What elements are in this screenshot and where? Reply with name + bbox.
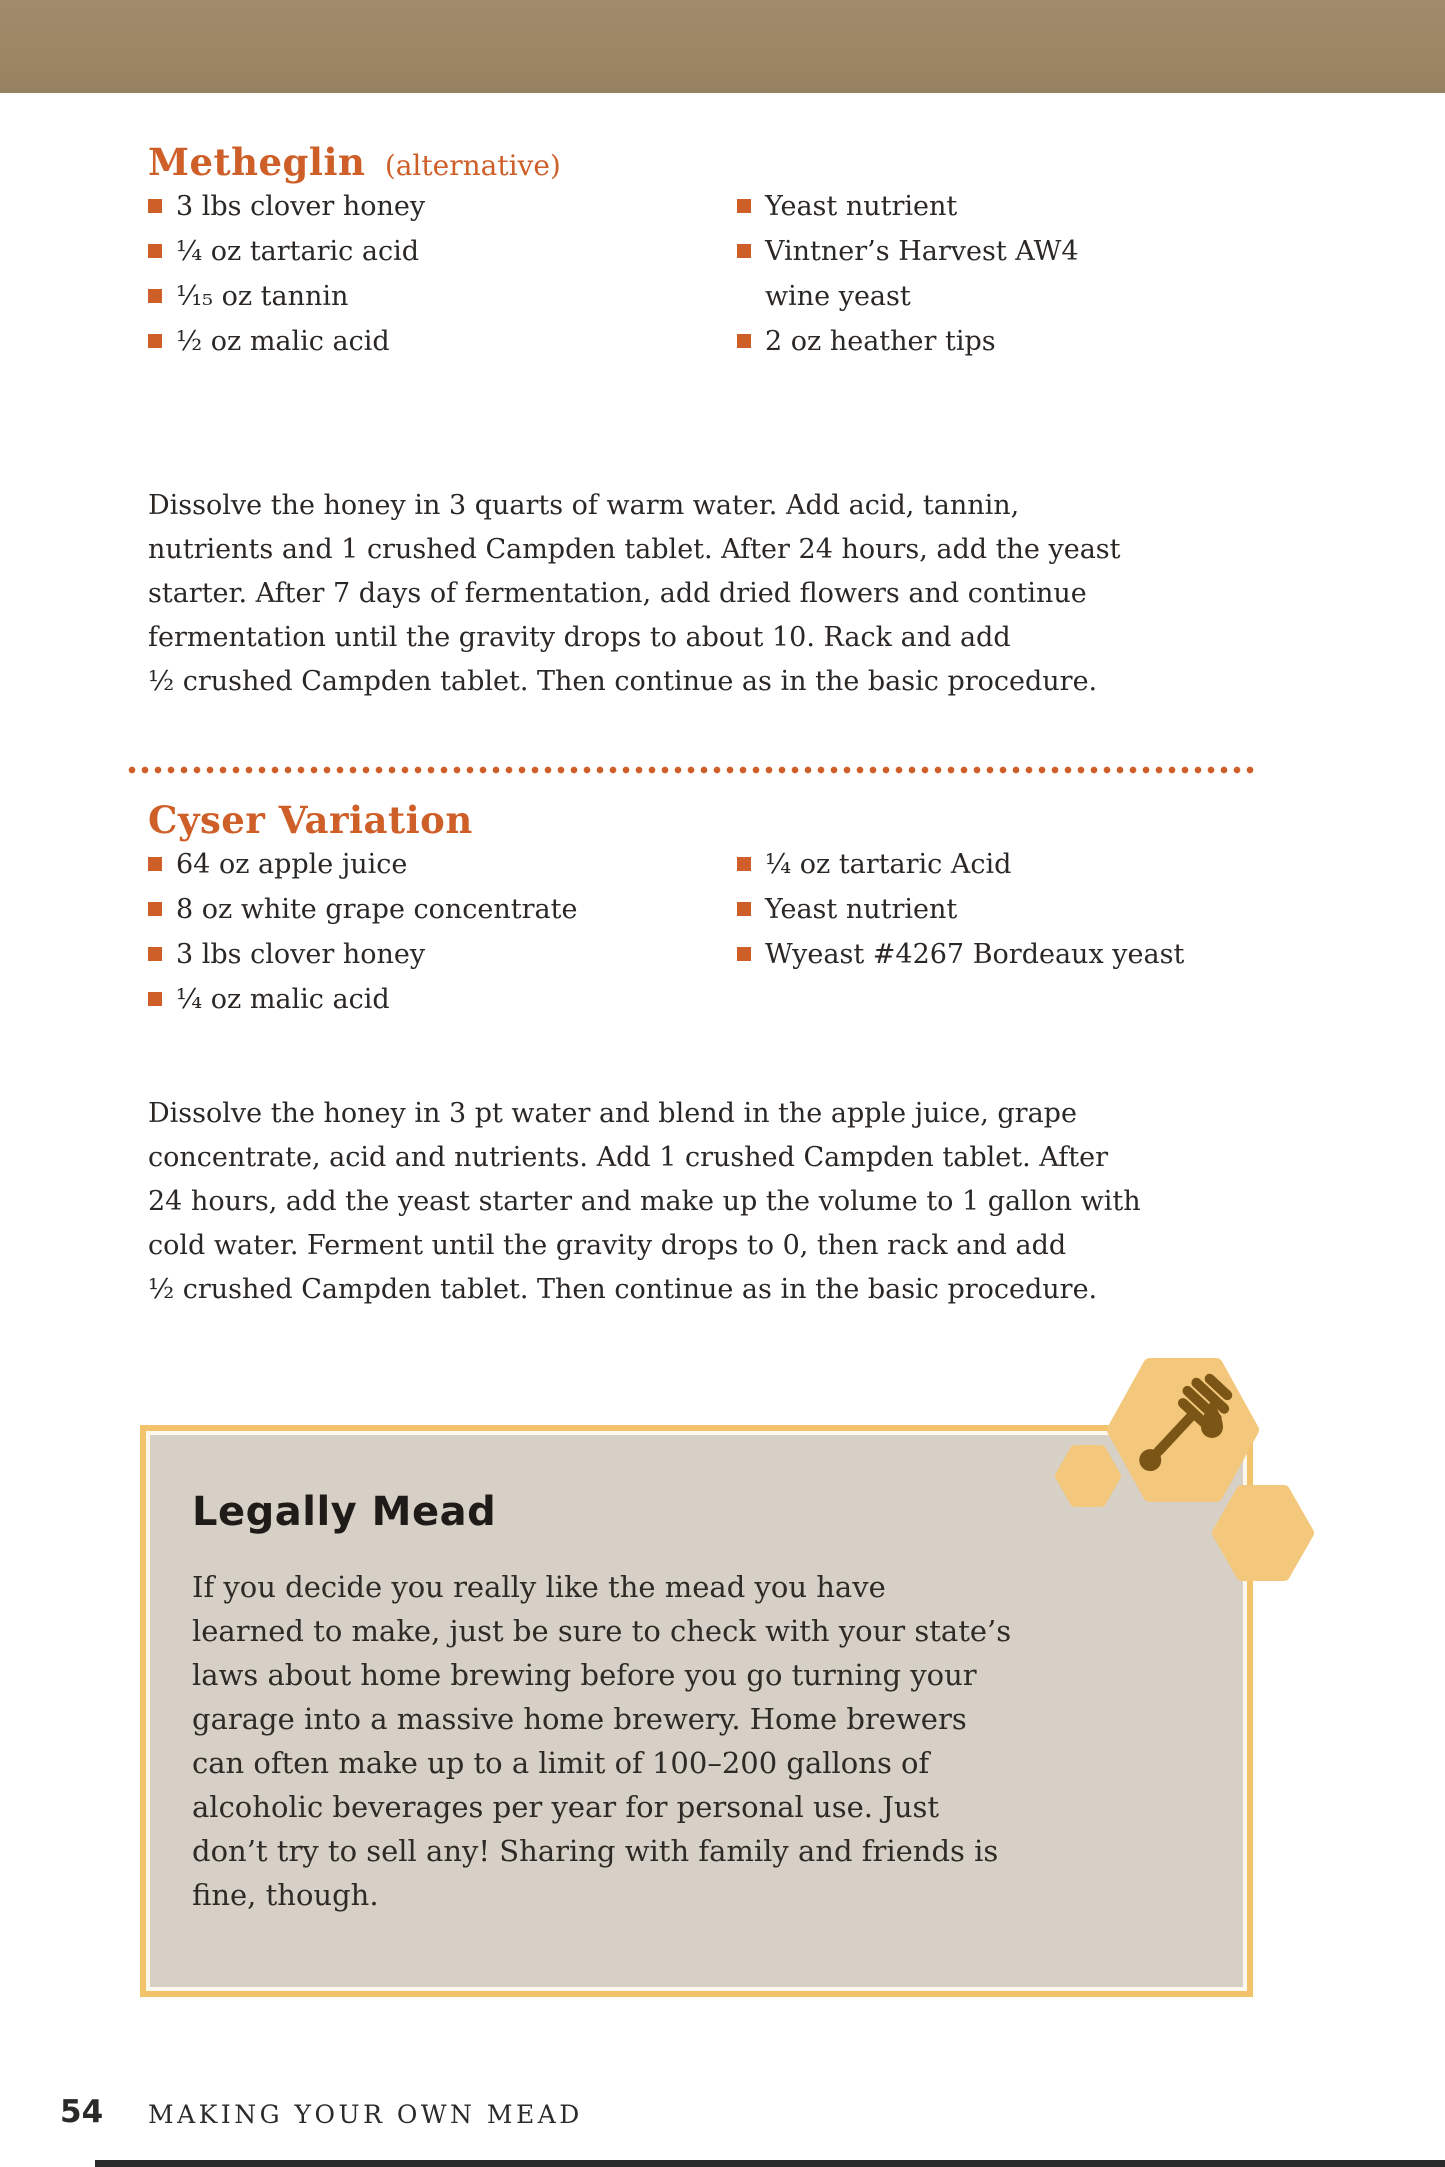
ingredient-text: 8 oz white grape concentrate: [176, 894, 578, 925]
cyser-ingredients-left: [148, 842, 737, 1022]
bullet-square-icon: [148, 902, 162, 916]
paragraph-line: Dissolve the honey in 3 pt water and blend in the apple juice, grape: [148, 1098, 1077, 1129]
honeycomb-decoration: [1040, 1340, 1340, 1610]
sidebar-line: alcoholic beverages per year for personal use. Just: [192, 1790, 940, 1824]
bullet-square-icon: [148, 857, 162, 871]
sidebar-line: don’t try to sell any! Sharing with family and friends is: [192, 1834, 999, 1868]
page-number: 54: [60, 2094, 104, 2130]
sidebar-line: laws about home brewing before you go turning your: [192, 1658, 977, 1692]
metheglin-paragraph: [148, 484, 1121, 704]
ingredient-text: Yeast nutrient: [765, 191, 958, 222]
paragraph-line: fermentation until the gravity drops to about 10. Rack and add: [148, 622, 1011, 653]
bullet-square-icon: [148, 947, 162, 961]
metheglin-heading: [148, 140, 561, 188]
ingredient-text: 3 lbs clover honey: [176, 939, 426, 970]
metheglin-ingredient-lists: [148, 184, 1095, 364]
ingredient-text: Yeast nutrient: [765, 894, 958, 925]
metheglin-ingredients-right: [737, 184, 1095, 364]
paragraph-line: nutrients and 1 crushed Campden tablet. After 24 hours, add the yeast: [148, 534, 1121, 565]
sidebar-line: can often make up to a limit of 100–200 gallons of: [192, 1746, 930, 1780]
ingredient-text: ½ oz malic acid: [176, 326, 390, 357]
paragraph-line: ½ crushed Campden tablet. Then continue as in the basic procedure.: [148, 666, 1098, 697]
bullet-square-icon: [737, 857, 751, 871]
ingredient-item: [737, 319, 1095, 364]
bullet-square-icon: [148, 334, 162, 348]
paragraph-line: ½ crushed Campden tablet. Then continue as in the basic procedure.: [148, 1274, 1098, 1305]
sidebar-line: If you decide you really like the mead you have: [192, 1570, 886, 1604]
ingredient-item: [148, 184, 737, 229]
ingredient-item: [148, 977, 737, 1022]
ingredient-text: ¼ oz malic acid: [176, 984, 390, 1015]
bullet-square-icon: [148, 289, 162, 303]
ingredient-text: 64 oz apple juice: [176, 849, 408, 880]
sidebar-line: garage into a massive home brewery. Home brewers: [192, 1702, 967, 1736]
cyser-ingredients-right: [737, 842, 1184, 1022]
paragraph-line: cold water. Ferment until the gravity drops to 0, then rack and add: [148, 1230, 1067, 1261]
top-brown-bar: [0, 0, 1445, 93]
hexagon-icon: [1060, 1450, 1116, 1502]
bullet-square-icon: [737, 947, 751, 961]
metheglin-heading-note: (alternative): [384, 149, 561, 182]
cyser-heading: [148, 798, 473, 842]
bullet-square-icon: [737, 244, 751, 258]
bullet-square-icon: [737, 199, 751, 213]
metheglin-ingredients-left: [148, 184, 737, 364]
ingredient-item: [737, 842, 1184, 887]
hexagon-icon: [1218, 1491, 1308, 1575]
metheglin-heading-text: Metheglin: [148, 140, 366, 184]
paragraph-line: 24 hours, add the yeast starter and make up the volume to 1 gallon with: [148, 1186, 1141, 1217]
ingredient-text: ¼ oz tartaric Acid: [765, 849, 1012, 880]
ingredient-item: [148, 932, 737, 977]
ingredient-item: [737, 229, 1095, 319]
bullet-square-icon: [737, 902, 751, 916]
ingredient-text: ¼ oz tartaric acid: [176, 236, 419, 267]
cyser-ingredient-lists: [148, 842, 1184, 1022]
ingredient-item: [148, 319, 737, 364]
cyser-heading-text: Cyser Variation: [148, 798, 473, 842]
cyser-paragraph: [148, 1092, 1141, 1312]
ingredient-text: ¹⁄₁₅ oz tannin: [176, 281, 349, 312]
ingredient-item: [737, 887, 1184, 932]
paragraph-line: concentrate, acid and nutrients. Add 1 crushed Campden tablet. After: [148, 1142, 1108, 1173]
bullet-square-icon: [148, 992, 162, 1006]
sidebar-line: fine, though.: [192, 1878, 379, 1912]
ingredient-text: Wyeast #4267 Bordeaux yeast: [765, 939, 1185, 970]
ingredient-item: [737, 184, 1095, 229]
paragraph-line: starter. After 7 days of fermentation, add dried flowers and continue: [148, 578, 1087, 609]
ingredient-item: [148, 274, 737, 319]
paragraph-line: Dissolve the honey in 3 quarts of warm water. Add acid, tannin,: [148, 490, 1020, 521]
ingredient-text: Vintner’s Harvest AW4 wine yeast: [765, 236, 1079, 312]
ingredient-item: [148, 229, 737, 274]
page-edge-bar: [95, 2160, 1445, 2167]
bullet-square-icon: [148, 199, 162, 213]
dotted-divider: [128, 766, 1254, 774]
running-footer-title: MAKING YOUR OWN MEAD: [148, 2100, 583, 2129]
ingredient-text: 2 oz heather tips: [765, 326, 996, 357]
bullet-square-icon: [737, 334, 751, 348]
ingredient-item: [737, 932, 1184, 977]
legally-mead-title: Legally Mead: [192, 1489, 497, 1535]
ingredient-item: [148, 887, 737, 932]
ingredient-text: 3 lbs clover honey: [176, 191, 426, 222]
sidebar-line: learned to make, just be sure to check with your state’s: [192, 1614, 1012, 1648]
bullet-square-icon: [148, 244, 162, 258]
ingredient-item: [148, 842, 737, 887]
